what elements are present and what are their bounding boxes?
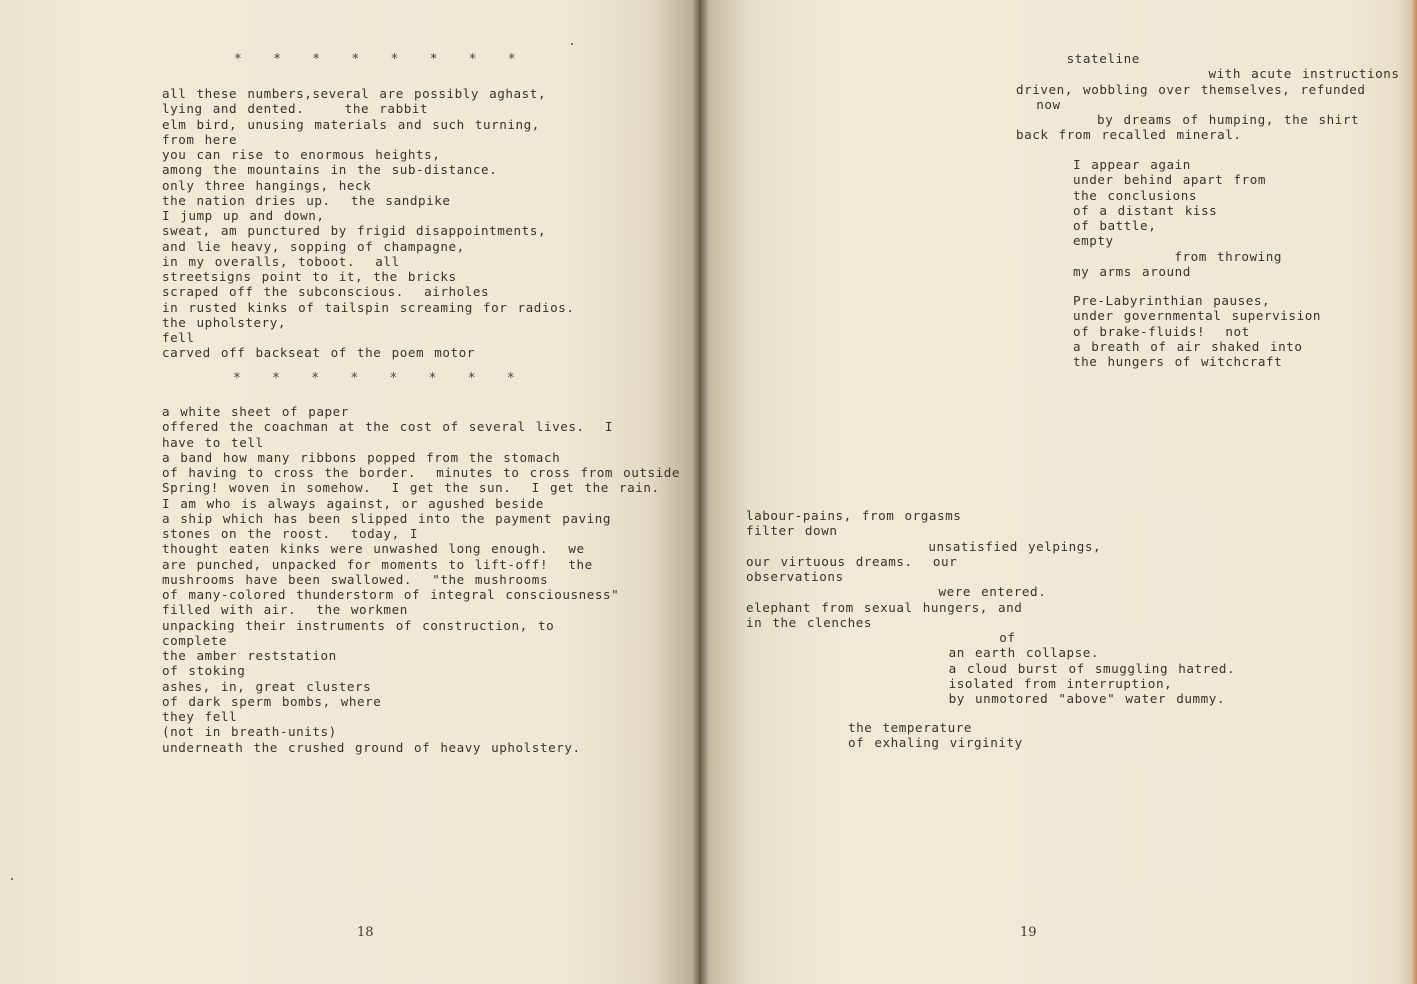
poem-stanza: all these numbers,several are possibly aghast, lying and dented. the rabbit elm bird, unusing materials and such turning, from here you can rise to enormous heights, among the mountains in the sub-distance. only three hangings, heck the nation dries up. the sandpike I jump up and down, sweat, am punctured by frigid disappointments, and lie heavy, sopping of champagne, in my overalls, toboot. all streetsigns point to it, the bricks scraped off the subconscious. airholes in rusted kinks of tailspin screaming for radios. the upholstery, fell carved off backseat of the poem motor	[162, 86, 575, 361]
poem-stanza: Pre-Labyrinthian pauses, under governmental supervision of brake-fluids! not a breath of air shaked into the hungers of witchcraft	[1073, 293, 1321, 369]
page-number: 18	[357, 925, 374, 940]
paper-speck	[11, 878, 13, 880]
asterisk-separator-top: * * * * * * * *	[234, 52, 516, 67]
poem-stanza: I appear again under behind apart from the conclusions of a distant kiss of battle, empty from throwing my arms around	[1073, 157, 1283, 279]
book-gutter	[692, 0, 708, 984]
paper-speck	[571, 43, 573, 45]
page-number: 19	[1020, 925, 1037, 940]
poem-stanza: stateline with acute instructions driven, wobbling over themselves, refunded now by dreams of humping, the shirt back from recalled mineral.	[1016, 51, 1400, 143]
right-page	[700, 0, 1417, 984]
asterisk-separator-middle: * * * * * * * *	[233, 371, 515, 386]
poem-stanza: the temperature of exhaling virginity	[848, 720, 1023, 751]
poem-stanza: labour-pains, from orgasms filter down unsatisfied yelpings, our virtuous dreams. our observations were entered. elephant from sexual hungers, and in the clenches of an earth collapse. a cloud burst of smuggling hatred. isolated from interruption, by unmotored "above" water dummy.	[746, 508, 1236, 706]
left-page	[0, 0, 700, 984]
page-edge	[1411, 0, 1417, 984]
poem-stanza: a white sheet of paper offered the coachman at the cost of several lives. I have to tell a band how many ribbons popped from the stomach of having to cross the border. minutes to cross from outside Spring! woven in somehow. I get the sun. I get the rain. I am who is always against, or agushed beside a ship which has been slipped into the payment paving stones on the roost. today, I thought eaten kinks were unwashed long enough. we are punched, unpacked for moments to lift-off! the mushrooms have been swallowed. "the mushrooms of many-colored thunderstorm of integral consciousness" filled with air. the workmen unpacking their instruments of construction, to complete the amber reststation of stoking ashes, in, great clusters of dark sperm bombs, where they fell (not in breath-units) underneath the crushed ground of heavy upholstery.	[162, 404, 681, 755]
